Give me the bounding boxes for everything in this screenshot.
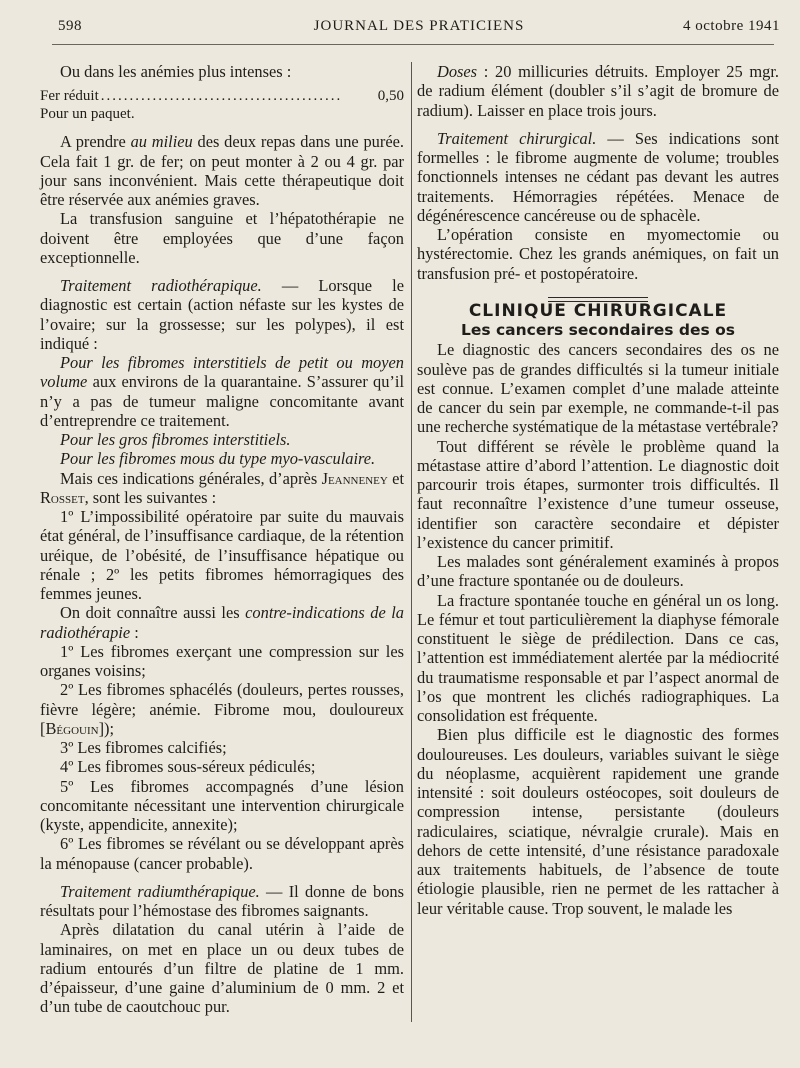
paragraph: Pour les gros fibromes interstitiels. — [60, 430, 291, 449]
paragraph: L’opération consiste en myomectomie ou hystérectomie. Chez les grands anémiques, on fait un transfusion pré- et postopératoire. — [417, 225, 779, 283]
right-column — [417, 62, 779, 918]
paragraph: A prendre au milieu des deux repas dans une purée. Cela fait 1 gr. de fer; on peut monter à 2 ou 4 gr. par jour sans inconvénient. Mais cette thérapeutique doit être réservée aux anémies graves. — [40, 132, 404, 209]
running-header — [58, 18, 780, 40]
paragraph: 6º Les fibromes se révélant ou se développant après la ménopause (cancer probable). — [40, 834, 404, 873]
section-title: CLINIQUE CHIRURGICALE — [468, 300, 728, 321]
paragraph: Pour les fibromes mous du type myo-vasculaire. — [60, 449, 376, 469]
paragraph: Ou dans les anémies plus intenses : — [60, 62, 292, 81]
prescription-note: Pour un paquet. — [40, 106, 135, 123]
paragraph: On doit connaître aussi les contre-indications de la radiothérapie : — [40, 603, 405, 642]
paragraph: Traitement radiumthérapique. — Il donne de bons résultats pour l’hémostase des fibromes saignants. — [40, 881, 404, 920]
column-divider — [411, 62, 412, 1022]
paragraph: Traitement radiothérapique. — Lorsque le diagnostic est certain (action néfaste sur les kystes de l’ovaire; sur la grossesse; sur les polypes), il est indiqué : — [40, 276, 404, 353]
paragraph: Après dilatation du canal utérin à l’aide de laminaires, on met en place un ou deux tubes de radium entourés d’un filtre de platine de 1 mm. d’épaisseur, d’une gaine d’aluminium de 0 mm. 2 et d’un tube de caoutchouc pur. — [40, 920, 404, 1017]
paragraph: Mais ces indications générales, d’après Jeanneney et Rosset, sont les suivantes : — [40, 468, 404, 507]
paragraph: Doses : 20 millicuries détruits. Employer 25 mgr. de radium élément (doubler s’il s’agit de bromure de radium). Laisser en place trois jours. — [417, 62, 779, 120]
page-number: 598 — [58, 18, 82, 34]
author-name: Jeanneney — [321, 468, 388, 488]
prescription-dose: 0,50 — [377, 88, 404, 105]
paragraph: Traitement chirurgical. — Ses indications sont formelles : le fibrome augmente de volume; troubles fonctionnels intenses ne cédant pas devant les autres traitements. Hémorragies répétées. Menace de dégénérescence cancéreuse ou de sphacèle. — [417, 128, 779, 225]
paragraph: Tout différent se révèle le problème quand la métastase attire d’abord l’attention. Le diagnostic doit parcourir trois étapes, surmonter trois difficultés. Il faut reconnaître l’existence d’une tumeur osseuse, identifier son caractère secondaire et dépister l’existence du cancer primitif. — [417, 436, 779, 552]
prescription-block — [40, 87, 404, 123]
journal-title: JOURNAL DES PRATICIENS — [313, 18, 525, 34]
header-rule — [52, 44, 774, 45]
paragraph: Pour les fibromes interstitiels de petit ou moyen volume aux environs de la quarantaine. S’assurer qu’il n’y a pas de tumeur maligne concomitante avant d’entreprendre ce traitement. — [40, 353, 404, 430]
article-title: Les cancers secondaires des os — [460, 321, 736, 339]
author-name: Bégouin — [45, 718, 99, 738]
prescription-item: Fer réduit — [40, 88, 99, 105]
paragraph: 3º Les fibromes calcifiés; — [60, 738, 227, 757]
paragraph: 5º Les fibromes accompagnés d’une lésion concomitante nécessitant une intervention chirurgicale (kyste, appendicite, annexite); — [40, 776, 404, 834]
author-name: Rosset — [40, 487, 85, 507]
paragraph: La transfusion sanguine et l’hépatothérapie ne doivent être employées que d’une façon exceptionnelle. — [40, 209, 404, 267]
paragraph: 4º Les fibromes sous-séreux pédiculés; — [60, 757, 316, 777]
leader-dots: .......................................... — [100, 88, 343, 105]
paragraph: La fracture spontanée touche en général un os long. Le fémur et tout particulièrement la diaphyse fémorale constituent le siège de prédilection. Dans ce cas, l’attention est immédiatement alertée par la médiocrité du traumatisme responsable et par l’aspect anormal de l’os que montrent les clichés radiographiques. La consolidation est fréquente. — [417, 590, 779, 725]
paragraph: 1º L’impossibilité opératoire par suite du mauvais état général, de l’insuffisance cardiaque, de la rétention uréique, de l’obésité, de l’insuffisance hépatique ou rénale ; 2º les petits fibromes hémorragiques des femmes jeunes. — [40, 507, 404, 603]
issue-date: 4 octobre 1941 — [683, 18, 780, 34]
paragraph: 2º Les fibromes sphacélés (douleurs, pertes rousses, fièvre légère; anémie. Fibrome mou, douloureux [Bégouin]); — [40, 680, 404, 738]
paragraph: Les malades sont généralement examinés à propos d’une fracture spontanée ou de douleurs. — [417, 552, 779, 591]
paragraph: Le diagnostic des cancers secondaires des os ne soulève pas de grandes difficultés si la tumeur initiale est connue. L’examen complet d’une malade atteinte de cancer du sein par exemple, ne commande-t-il pas une recherche systématique de la métastase vertébrale? — [417, 340, 779, 437]
paragraph: 1º Les fibromes exerçant une compression sur les organes voisins; — [40, 641, 404, 680]
paragraph: Bien plus difficile est le diagnostic des formes douloureuses. Les douleurs, variables suivant le siège du néoplasme, acquièrent rapidement une grande intensité : soit douleurs ostéocopes, soit douleurs de compression intense, persistante (douleurs radiculaires, sciatique, névralgie crurale). Mais en dehors de cette intensité, d’une résistance paradoxale aux traitements habituels, de l’absence de toute étiologie plausible, rien ne permet de les rattacher à leur véritable cause. Trop souvent, le malade les — [417, 725, 779, 918]
left-column — [40, 62, 404, 1017]
